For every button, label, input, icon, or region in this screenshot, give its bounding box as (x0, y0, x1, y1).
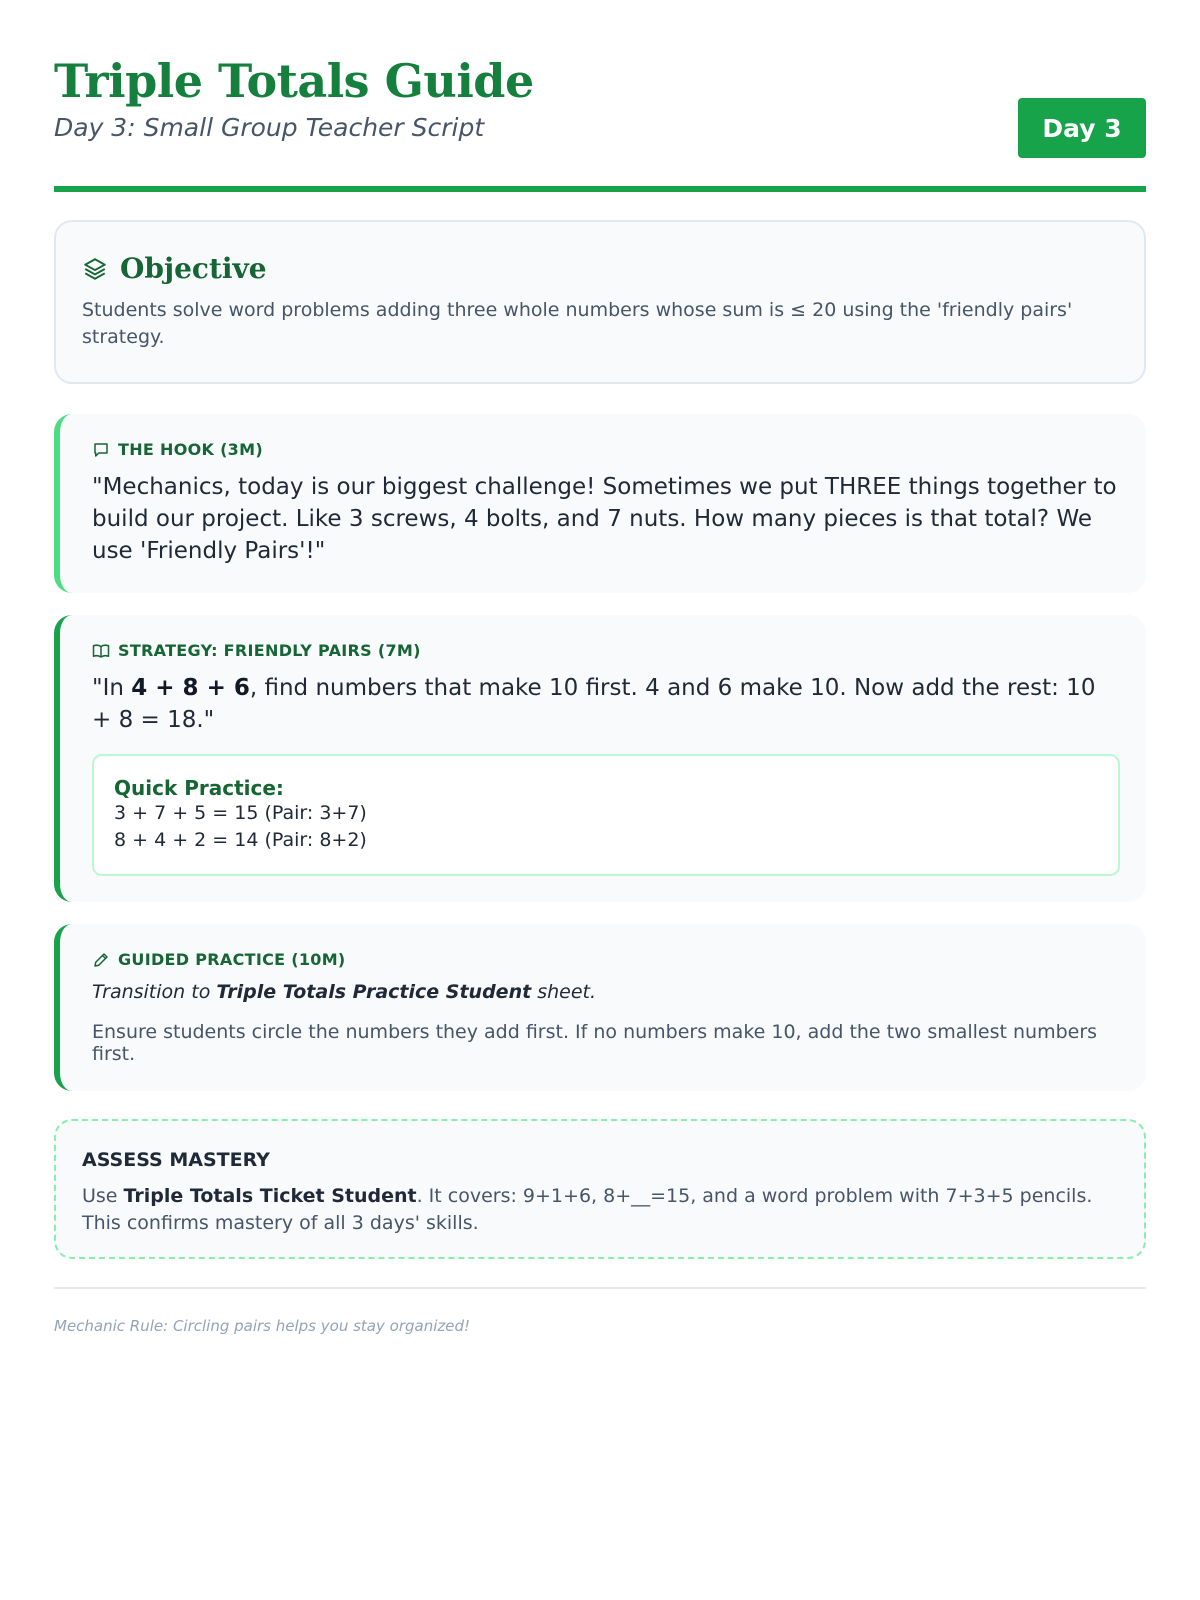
page-subtitle: Day 3: Small Group Teacher Script (54, 112, 485, 142)
hook-label: THE HOOK (3M) (118, 440, 263, 459)
quick-practice-box (92, 754, 1120, 876)
hook-section (54, 414, 1146, 593)
strategy-quote-end: , find numbers that make 10 first. 4 and 6 make 10. Now add the rest: 10 + 8 = 18." (92, 675, 1096, 733)
header (54, 0, 1146, 192)
guided-transition-start: Transition to (92, 981, 217, 1003)
quick-practice-line: 3 + 7 + 5 = 15 (Pair: 3+7) (114, 802, 367, 824)
quick-practice-line: 8 + 4 + 2 = 14 (Pair: 8+2) (114, 829, 367, 851)
hook-label-row (92, 440, 1120, 459)
assess-card (54, 1119, 1146, 1259)
hook-quote: "Mechanics, today is our biggest challenge! Sometimes we put THREE things together to build our project. Like 3 screws, 4 bolts, and 7 nuts. How many pieces is that total? We use 'Friendly Pairs'!" (92, 474, 1117, 564)
objective-title: Objective (120, 252, 267, 285)
assess-ticket-name: Triple Totals Ticket Student (123, 1185, 417, 1207)
guided-worksheet-name: Triple Totals Practice Student (216, 981, 532, 1003)
strategy-quote-equation: 4 + 8 + 6 (131, 675, 250, 701)
assess-text-end: . It covers: 9+1+6, 8+__=15, and a word problem with 7+3+5 pencils. This confirms mastery of all 3 days' skills. (82, 1185, 1093, 1234)
strategy-quote (92, 672, 1120, 736)
guided-section (54, 924, 1146, 1091)
strategy-quote-start: "In (92, 675, 132, 701)
page-title: Triple Totals Guide (54, 54, 534, 108)
objective-card (54, 220, 1146, 384)
assess-text-start: Use (82, 1185, 124, 1207)
chat-icon (92, 441, 110, 459)
strategy-section (54, 615, 1146, 902)
book-icon (92, 642, 110, 660)
guided-label: GUIDED PRACTICE (10M) (118, 950, 346, 969)
pencil-icon (92, 951, 110, 969)
assess-title: ASSESS MASTERY (82, 1149, 270, 1171)
objective-text: Students solve word problems adding three whole numbers whose sum is ≤ 20 using the 'friendly pairs' strategy. (82, 299, 1073, 348)
guided-transition (92, 981, 1120, 1003)
strategy-label: STRATEGY: FRIENDLY PAIRS (7M) (118, 641, 421, 660)
guided-label-row (92, 950, 1120, 969)
day-badge: Day 3 (1018, 98, 1146, 158)
guided-transition-end: sheet. (531, 981, 597, 1003)
assess-text (82, 1183, 1118, 1237)
objective-header (82, 252, 1118, 285)
quick-practice-title: Quick Practice: (114, 776, 284, 800)
guided-instructions: Ensure students circle the numbers they add first. If no numbers make 10, add the two smallest numbers first. (92, 1021, 1098, 1065)
layers-icon (82, 256, 108, 282)
strategy-label-row (92, 641, 1120, 660)
footer-divider (54, 1287, 1146, 1289)
footer-note: Mechanic Rule: Circling pairs helps you stay organized! (54, 1317, 471, 1335)
